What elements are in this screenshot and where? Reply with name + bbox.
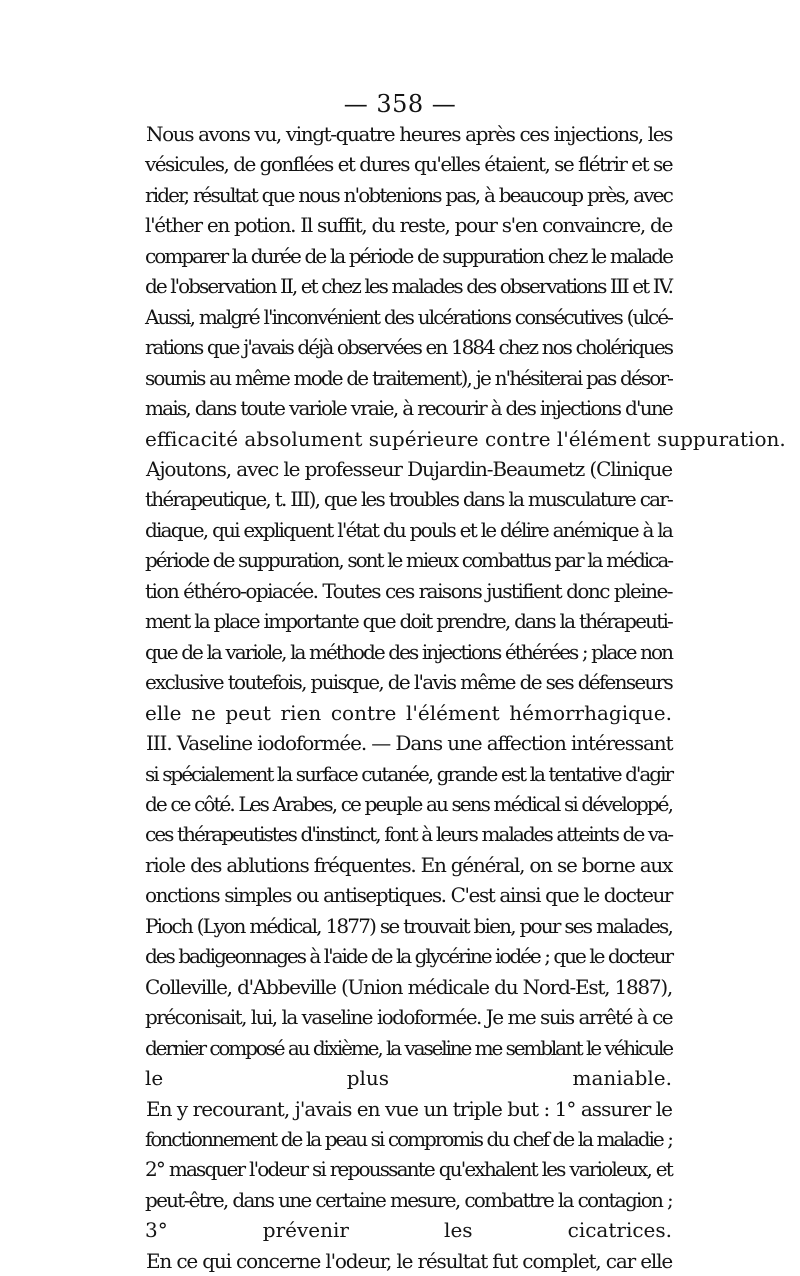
text-line: efficacité absolument supérieure contre l'élément suppuration. [145, 426, 786, 451]
text-line: soumis au même mode de traitement), je n'hésiterai pas désor- [145, 365, 672, 390]
text-line: Pioch (Lyon médical, 1877) se trouvait bien, pour ses malades, [145, 913, 672, 938]
text-line: période de suppuration, sont le mieux combattus par la médica- [145, 548, 672, 573]
paragraph-3 [145, 728, 672, 1093]
text-line: ces thérapeutistes d'instinct, font à leurs malades atteints de va- [145, 822, 672, 847]
paragraph-1 [145, 119, 786, 454]
text-line: Aussi, malgré l'inconvénient des ulcérations consécutives (ulcé- [145, 304, 672, 329]
text-line: de ce côté. Les Arabes, ce peuple au sens médical si développé, [145, 791, 672, 816]
text-line: si spécialement la surface cutanée, grande est la tentative d'agir [145, 761, 672, 786]
text-line: 3° prévenir les cicatrices. [145, 1218, 672, 1243]
text-line: des badigeonnages à l'aide de la glycérine iodée ; que le docteur [145, 944, 672, 969]
paragraph-4 [145, 1094, 672, 1246]
text-line: diaque, qui expliquent l'état du pouls et le délire anémique à la [145, 517, 672, 542]
text-line: l'éther en potion. Il suffit, du reste, pour s'en convaincre, de [145, 213, 672, 238]
text-line: III. Vaseline iodoformée. — Dans une affection intéressant [146, 731, 673, 756]
text-line: fonctionnement de la peau si compromis du chef de la maladie ; [145, 1126, 672, 1151]
text-line: vésicules, de gonflées et dures qu'elles étaient, se flétrir et se [145, 152, 672, 177]
page-number: — 358 — [343, 90, 457, 118]
text-line: préconisait, lui, la vaseline iodoformée. Je me suis arrêté à ce [145, 1005, 672, 1030]
text-line: Nous avons vu, vingt-quatre heures après ces injections, les [146, 122, 672, 146]
text-line: de l'observation II, et chez les malades des observations III et IV. [145, 274, 672, 299]
text-line: mais, dans toute variole vraie, à recourir à des injections d'une [145, 396, 672, 421]
text-line: En y recourant, j'avais en vue un triple but : 1° assurer le [146, 1096, 673, 1121]
text-line: exclusive toutefois, puisque, de l'avis même de ses défenseurs [145, 670, 672, 695]
body-text [145, 119, 786, 1276]
text-line: 2° masquer l'odeur si repoussante qu'exhalent les varioleux, et [145, 1157, 672, 1182]
text-line: riole des ablutions fréquentes. En général, on se borne aux [145, 852, 672, 877]
text-line: En ce qui concerne l'odeur, le résultat fut complet, car elle [146, 1248, 672, 1273]
text-line: rations que j'avais déjà observées en 1884 chez nos cholériques [145, 335, 672, 360]
text-line: Ajoutons, avec le professeur Dujardin-Beaumetz (Clinique [146, 456, 672, 481]
paragraph-5 [145, 1246, 672, 1276]
text-line: Colleville, d'Abbeville (Union médicale du Nord-Est, 1887), [145, 974, 672, 999]
text-line: comparer la durée de la période de suppuration chez le malade [145, 243, 672, 268]
text-line: tion éthéro-opiacée. Toutes ces raisons justifient donc pleine- [145, 578, 672, 603]
text-line: peut-être, dans une certaine mesure, combattre la contagion ; [145, 1187, 672, 1212]
text-line: elle ne peut rien contre l'élément hémorrhagique. [145, 700, 672, 725]
text-line: que de la variole, la méthode des injections éthérées ; place non [145, 639, 672, 664]
text-line: dernier composé au dixième, la vaseline me semblant le véhicule [145, 1035, 672, 1060]
paragraph-2 [145, 454, 672, 728]
text-line: le plus maniable. [145, 1066, 672, 1091]
text-line: thérapeutique, t. III), que les troubles dans la musculature car- [145, 487, 672, 512]
text-line: ment la place importante que doit prendre, dans la thérapeuti- [145, 609, 672, 634]
text-line: rider, résultat que nous n'obtenions pas, à beaucoup près, avec [145, 182, 672, 207]
text-line: onctions simples ou antiseptiques. C'est ainsi que le docteur [145, 883, 672, 908]
